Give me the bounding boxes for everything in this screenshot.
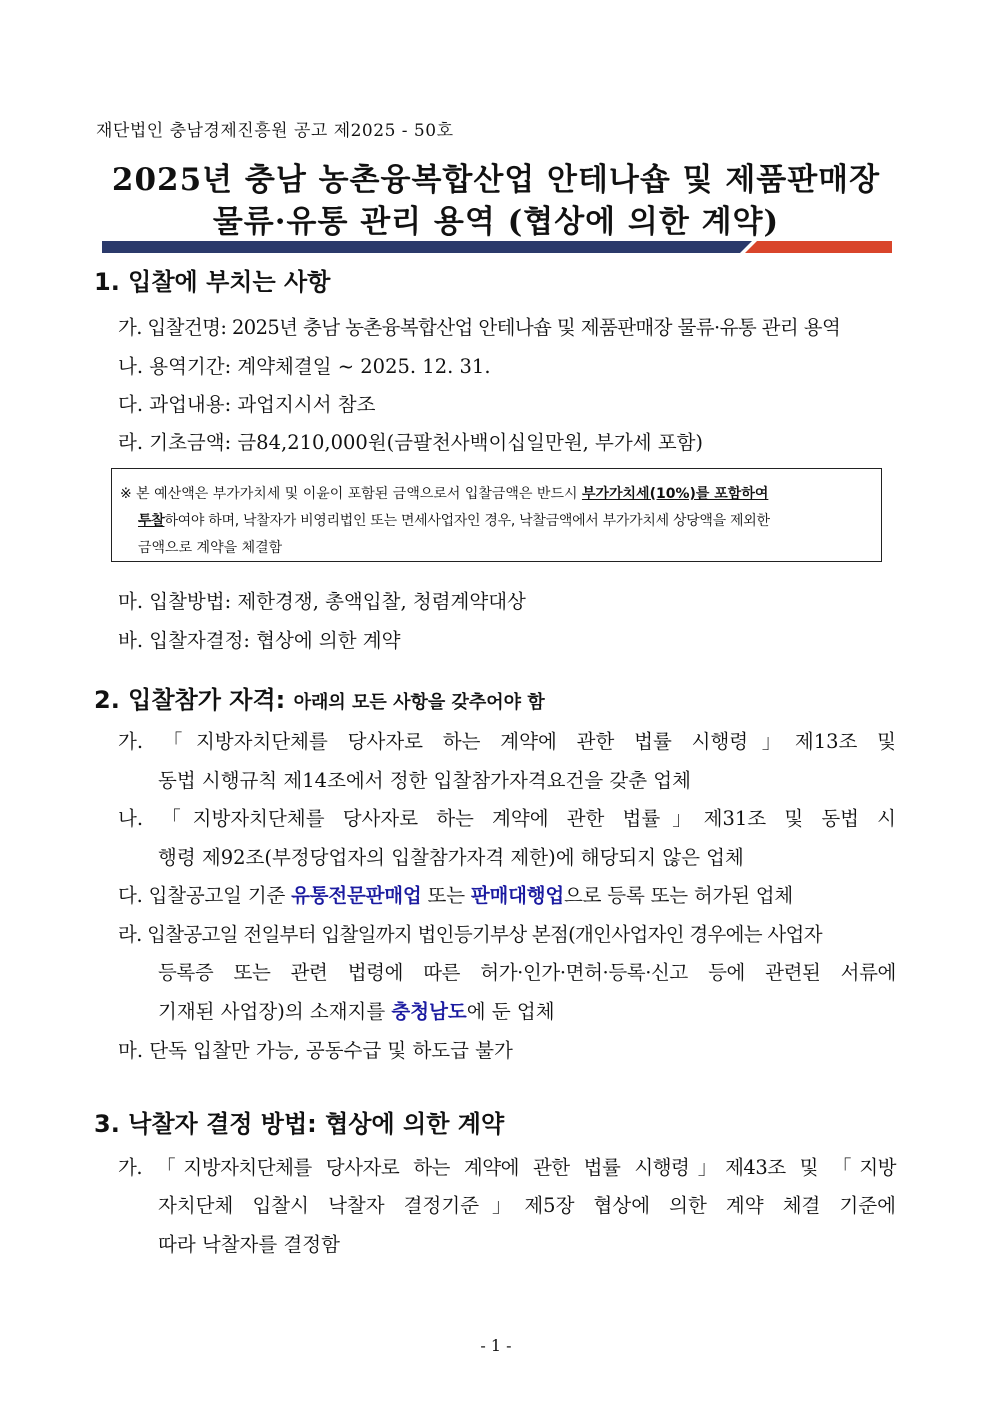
highlight-distribution-sales: 유통전문판매업 bbox=[291, 884, 422, 907]
section1-item-ra: 라. 기초금액: 금84,210,000원(금팔천사백이십일만원, 부가세 포함) bbox=[118, 431, 704, 454]
section3-item-ga-line3: 따라 낙찰자를 결정함 bbox=[158, 1233, 340, 1256]
vat-notice-line2: 투찰하여야 하며, 낙찰자가 비영리법인 또는 면세사업자인 경우, 낙찰금액에서 부가가치세 상당액을 제외한 bbox=[138, 513, 770, 529]
vat-notice-box bbox=[111, 468, 882, 562]
section3-item-ga-line1: 가. 「지방자치단체를 당사자로 하는 계약에 관한 법률 시행령」제43조 및 「지방 bbox=[118, 1156, 896, 1179]
section2-item-ga-line2: 동법 시행규칙 제14조에서 정한 입찰참가자격요건을 갖춘 업체 bbox=[158, 769, 691, 792]
document-title-line1: 2025년 충남 농촌융복합산업 안테나숍 및 제품판매장 bbox=[111, 162, 881, 198]
section2-item-ra-line3: 기재된 사업장)의 소재지를 충청남도에 둔 업체 bbox=[158, 1000, 555, 1023]
section1-heading: 1. 입찰에 부치는 사항 bbox=[94, 268, 331, 296]
section2-heading: 2. 입찰참가 자격: 아래의 모든 사항을 갖추어야 함 bbox=[94, 686, 545, 714]
section2-item-ra-line2: 등록증 또는 관련 법령에 따른 허가·인가·면허·등록·신고 등에 관련된 서류에 bbox=[158, 961, 896, 984]
highlight-chungcheongnamdo: 충청남도 bbox=[391, 1000, 467, 1023]
vat-notice-line1: ※ 본 예산액은 부가가치세 및 이윤이 포함된 금액으로서 입찰금액은 반드시 부가가치세(10%)를 포함하여 bbox=[120, 486, 769, 502]
section2-heading-sub: 아래의 모든 사항을 갖추어야 함 bbox=[293, 692, 545, 713]
title-underline-bar bbox=[102, 241, 892, 253]
page-number: - 1 - bbox=[480, 1336, 512, 1355]
section1-item-na: 나. 용역기간: 계약체결일 ~ 2025. 12. 31. bbox=[118, 355, 491, 378]
section3-item-ga-line2: 자치단체 입찰시 낙찰자 결정기준」제5장 협상에 의한 계약 체결 기준에 bbox=[158, 1194, 896, 1217]
section1-item-ma: 마. 입찰방법: 제한경쟁, 총액입찰, 청렴계약대상 bbox=[118, 590, 526, 613]
vat-notice-line3: 금액으로 계약을 체결함 bbox=[138, 540, 283, 556]
section2-item-ga-line1: 가. 「지방자치단체를 당사자로 하는 계약에 관한 법률 시행령」제13조 및 bbox=[118, 730, 896, 753]
announcement-number: 재단법인 충남경제진흥원 공고 제2025 - 50호 bbox=[96, 121, 454, 141]
section2-item-da: 다. 입찰공고일 기준 유통전문판매업 또는 판매대행업으로 등록 또는 허가된 업체 bbox=[118, 884, 794, 907]
section2-item-ma: 마. 단독 입찰만 가능, 공동수급 및 하도급 불가 bbox=[118, 1039, 513, 1062]
section1-item-ba: 바. 입찰자결정: 협상에 의한 계약 bbox=[118, 629, 401, 652]
section2-item-ra-line1: 라. 입찰공고일 전일부터 입찰일까지 법인등기부상 본점(개인사업자인 경우에는 사업자 bbox=[118, 923, 822, 946]
highlight-sales-agency: 판매대행업 bbox=[470, 884, 565, 907]
document-title-line2: 물류·유통 관리 용역 (협상에 의한 계약) bbox=[212, 204, 780, 240]
section3-heading: 3. 낙찰자 결정 방법: 협상에 의한 계약 bbox=[94, 1110, 505, 1138]
section2-item-na-line1: 나. 「지방자치단체를 당사자로 하는 계약에 관한 법률」제31조 및 동법 시 bbox=[118, 807, 896, 830]
section1-item-ga: 가. 입찰건명: 2025년 충남 농촌융복합산업 안테나숍 및 제품판매장 물류·유통 관리 용역 bbox=[118, 316, 841, 339]
section2-item-na-line2: 행령 제92조(부정당업자의 입찰참가자격 제한)에 해당되지 않은 업체 bbox=[158, 846, 744, 869]
section1-item-da: 다. 과업내용: 과업지시서 참조 bbox=[118, 393, 376, 416]
